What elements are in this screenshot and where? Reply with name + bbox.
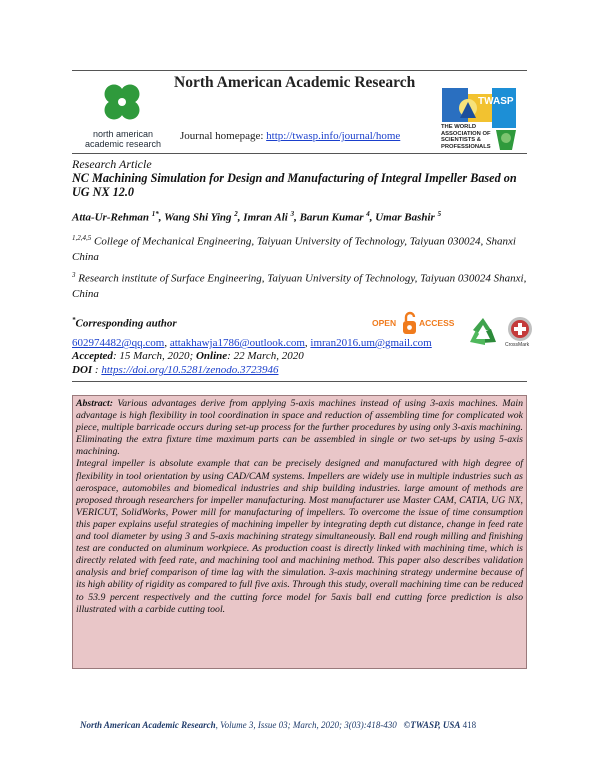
footer-details: , Volume 3, Issue 03; March, 2020; 3(03):418-430 — [215, 720, 397, 730]
abstract-paragraph-1 — [76, 398, 523, 458]
footer-journal: North American Academic Research — [80, 720, 216, 730]
doi-link[interactable]: https://doi.org/10.5281/zenodo.3723946 — [101, 364, 279, 376]
abstract-text-1: Various advantages derive from applying 5-axis machines instead of using 3-axis machines. Main advantage is high flexibility in tool coordination in space and reduction of assembling time for complicated wok piece, multiple barricade occurs during set-up process for the further procedures by using only 3-axis machining. Eliminating the extra fixture time maximum parts can be assembled in single or two set-ups by using 5-axis machining. — [76, 398, 523, 458]
author-name: Imran Ali — [243, 211, 288, 224]
abstract-label: Abstract: — [76, 398, 114, 409]
accepted-date: 15 March, 2020; — [119, 350, 194, 362]
meta-bottom-rule — [72, 381, 527, 382]
article-type: Research Article — [72, 157, 152, 171]
header-bottom-rule — [72, 153, 527, 154]
author-sup: 5 — [437, 210, 442, 218]
author-sup: 2 — [234, 210, 238, 218]
homepage-link[interactable]: http://twasp.info/journal/home — [266, 130, 401, 142]
homepage-label: Journal homepage: — [180, 130, 264, 142]
crossmark-label: CrossMark — [505, 342, 530, 348]
online-label: Online — [195, 350, 228, 362]
footer-page-number: 418 — [462, 720, 477, 730]
email-link[interactable]: 602974482@qq.com — [72, 337, 165, 349]
affiliation-2 — [72, 268, 532, 302]
journal-homepage — [180, 130, 400, 142]
accepted-label: Accepted — [72, 350, 113, 362]
corresponding-author-label: *Corresponding author — [72, 316, 177, 330]
crossmark-icon[interactable] — [506, 316, 534, 342]
affiliation-1 — [72, 231, 532, 265]
page-footer — [80, 720, 476, 730]
abstract-paragraph-2: Integral impeller is absolute example that can be precisely designed and manufactured with high degree of flexibility in tool orientation by using CAD/CAM systems. Impellers are widely use in multiple industries such as aerospace, automobiles and biomedical industries and ship building industries. large amount of methods are proposed through researchers for impeller manufacturing. Most manufacturer use Master CAM, CATIA, UG NX, VERICUT, SolidWorks, Power mill for manufacturing of impellers. To overcome the issue of time consumption this paper explains useful strategies of machining impeller by integrating depth cut distance, change in feed rate and tool diameter by using 3 and 5-axis machining strategy simultaneously. Ball end rough milling and finishing test are conducted on aluminum workpiece. As production coast is directly linked with machining time, which is directly related with feed rate, and machining tool and machining method. This paper also describes validation analysis and brief comparison of time lag with the simulation. 3-axis machining strategy undermine because of its high ability of rigidity as compared to full five axis. Through this study, overall machining time can be reduced to 53.9 percent respectively and the cutting force model for 5axis ball end cutting force prediction is also illustrated with a carbide cutting tool. — [76, 458, 523, 615]
recycle-icon — [466, 316, 500, 348]
author-sup: 1* — [151, 210, 159, 218]
footer-copyright: ©TWASP, USA — [403, 720, 461, 730]
author-sup: 4 — [366, 210, 370, 218]
header-top-rule — [72, 70, 527, 71]
dates-line: Accepted: 15 March, 2020; Online: 22 March, 2020 — [72, 350, 304, 362]
email-link[interactable]: attakhawja1786@outlook.com — [169, 337, 305, 349]
corresponding-label-text: Corresponding author — [75, 317, 177, 330]
affiliation-sup: 1,2,4,5 — [72, 234, 92, 242]
email-link[interactable]: imran2016.um@gmail.com — [310, 337, 432, 349]
author-name: Barun Kumar — [299, 211, 364, 224]
affiliation-sup: 3 — [72, 271, 76, 279]
twasp-logo-text: THE WORLD ASSOCIATION OF SCIENTISTS & PROFESSIONALS — [441, 124, 491, 150]
journal-name: North American Academic Research — [174, 74, 416, 91]
author-name: Umar Bashir — [375, 211, 435, 224]
author-name: Atta-Ur-Rehman — [72, 211, 150, 224]
open-access-text-2: ACCESS — [419, 318, 455, 328]
open-access-text-1: OPEN — [372, 318, 397, 328]
open-lock-icon — [403, 313, 416, 334]
article-title: NC Machining Simulation for Design and Manufacturing of Integral Impeller Based on UG NX 12.0 — [72, 171, 517, 199]
author-list: Atta-Ur-Rehman $^{1*}$, Wang Shi Ying $^2$, Imran Ali $^3$, Barun Kumar $^4$, Umar Bashir $^5$ — [72, 210, 442, 224]
affiliation-text: College of Mechanical Engineering, Taiyuan University of Technology, Taiyuan 030024, Shanxi China — [72, 235, 516, 263]
twasp-logo-name: TWASP — [478, 96, 514, 107]
open-access-badge — [372, 311, 460, 337]
affiliation-text: Research institute of Surface Engineering, Taiyuan University of Technology, Taiyuan 030024 Shanxi, China — [72, 272, 527, 300]
doi-line: DOI : https://doi.org/10.5281/zenodo.3723946 — [72, 364, 279, 376]
doi-label: DOI — [72, 364, 93, 376]
abstract-box — [72, 395, 527, 669]
author-name: Wang Shi Ying — [164, 211, 232, 224]
online-date: 22 March, 2020 — [233, 350, 304, 362]
author-sup: 3 — [290, 210, 295, 218]
left-logo-text: north american academic research — [84, 129, 162, 149]
email-list: 602974482@qq.com, attakhawja1786@outlook.com, imran2016.um@gmail.com — [72, 337, 432, 349]
